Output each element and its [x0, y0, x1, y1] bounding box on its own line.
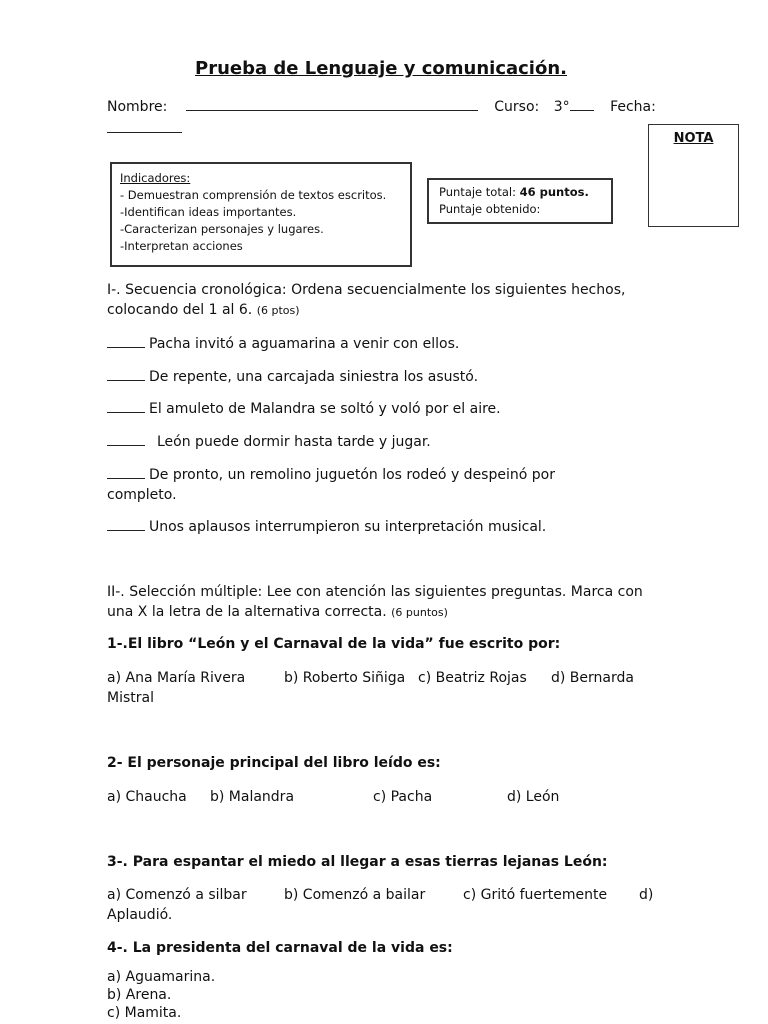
fecha-label: Fecha:: [610, 99, 656, 115]
puntaje-obtenido-label: Puntaje obtenido:: [439, 202, 541, 216]
header-row: [107, 96, 656, 117]
sequence-blank[interactable]: [107, 464, 145, 479]
q1-option-d[interactable]: d) Bernarda Mistral: [107, 670, 634, 706]
section1-instruction-text: I-. Secuencia cronológica: Ordena secuencialmente los siguientes hechos, colocando del 1 al 6.: [107, 282, 626, 318]
indicadores-title: Indicadores:: [120, 171, 191, 185]
sequence-text: De pronto, un remolino juguetón los rodeó y despeinó por completo.: [107, 467, 555, 503]
sequence-blank[interactable]: [107, 333, 145, 348]
q2-option-d[interactable]: d) León: [507, 789, 560, 805]
section2-points: (6 puntos): [391, 606, 448, 619]
nombre-field[interactable]: [186, 96, 478, 111]
puntaje-total: [439, 184, 611, 201]
indicador-item: -Interpretan acciones: [120, 239, 243, 253]
q2-option-b[interactable]: b) Malandra: [210, 789, 295, 805]
sequence-blank[interactable]: [107, 398, 145, 413]
sequence-blank[interactable]: [107, 516, 145, 531]
section2-instruction: [107, 582, 667, 623]
sequence-item: [107, 464, 627, 505]
question-4: 4-. La presidenta del carnaval de la vida es:: [107, 940, 453, 956]
q4-option-c[interactable]: c) Mamita.: [107, 1005, 182, 1021]
sequence-item: [107, 398, 501, 419]
q4-option-a[interactable]: a) Aguamarina.: [107, 969, 216, 985]
question-2: 2- El personaje principal del libro leído es:: [107, 755, 441, 771]
q1-option-a[interactable]: a) Ana María Rivera: [107, 670, 246, 686]
puntaje-total-value: 46 puntos.: [519, 185, 589, 199]
curso-value: 3°: [553, 99, 570, 115]
q3-option-d[interactable]: d) Aplaudió.: [107, 887, 654, 923]
section1-instruction: [107, 280, 627, 321]
q3-option-c[interactable]: c) Gritó fuertemente: [463, 887, 608, 903]
sequence-text: El amuleto de Malandra se soltó y voló por el aire.: [149, 401, 501, 417]
curso-field[interactable]: [570, 96, 594, 111]
indicador-item: -Caracterizan personajes y lugares.: [120, 222, 324, 236]
q3-option-b[interactable]: b) Comenzó a bailar: [284, 887, 426, 903]
puntaje-box: [427, 178, 613, 224]
sequence-item: [107, 366, 478, 387]
q2-option-a[interactable]: a) Chaucha: [107, 789, 187, 805]
nombre-label: Nombre:: [107, 99, 168, 115]
sequence-item: [107, 333, 459, 354]
sequence-text: Unos aplausos interrumpieron su interpretación musical.: [149, 519, 547, 535]
page-title: Prueba de Lenguaje y comunicación.: [195, 58, 567, 79]
section2-instruction-text: II-. Selección múltiple: Lee con atención las siguientes preguntas. Marca con una X la letra de la alternativa correcta.: [107, 584, 643, 620]
fecha-field[interactable]: [107, 118, 182, 133]
sequence-blank[interactable]: [107, 431, 145, 446]
sequence-blank[interactable]: [107, 366, 145, 381]
nota-box: [648, 124, 739, 227]
q4-option-b[interactable]: b) Arena.: [107, 987, 172, 1003]
question-3: 3-. Para espantar el miedo al llegar a esas tierras lejanas León:: [107, 854, 608, 870]
indicador-item: -Identifican ideas importantes.: [120, 205, 297, 219]
q1-option-c[interactable]: c) Beatriz Rojas: [418, 670, 527, 686]
sequence-item: [107, 516, 546, 537]
nota-label: NOTA: [673, 131, 714, 146]
section1-points: (6 ptos): [256, 304, 300, 317]
sequence-text: Pacha invitó a aguamarina a venir con ellos.: [149, 336, 460, 352]
question-1: 1-.El libro “León y el Carnaval de la vida” fue escrito por:: [107, 636, 561, 652]
curso-label: Curso:: [494, 99, 540, 115]
sequence-text: De repente, una carcajada siniestra los asustó.: [149, 369, 479, 385]
q1-option-b[interactable]: b) Roberto Siñiga: [284, 670, 406, 686]
indicadores-box: [110, 162, 412, 267]
puntaje-total-label: Puntaje total:: [439, 185, 516, 199]
sequence-item: [107, 431, 431, 452]
q2-option-c[interactable]: c) Pacha: [373, 789, 433, 805]
indicador-item: - Demuestran comprensión de textos escritos.: [120, 188, 387, 202]
sequence-text: León puede dormir hasta tarde y jugar.: [157, 434, 431, 450]
q3-option-a[interactable]: a) Comenzó a silbar: [107, 887, 247, 903]
